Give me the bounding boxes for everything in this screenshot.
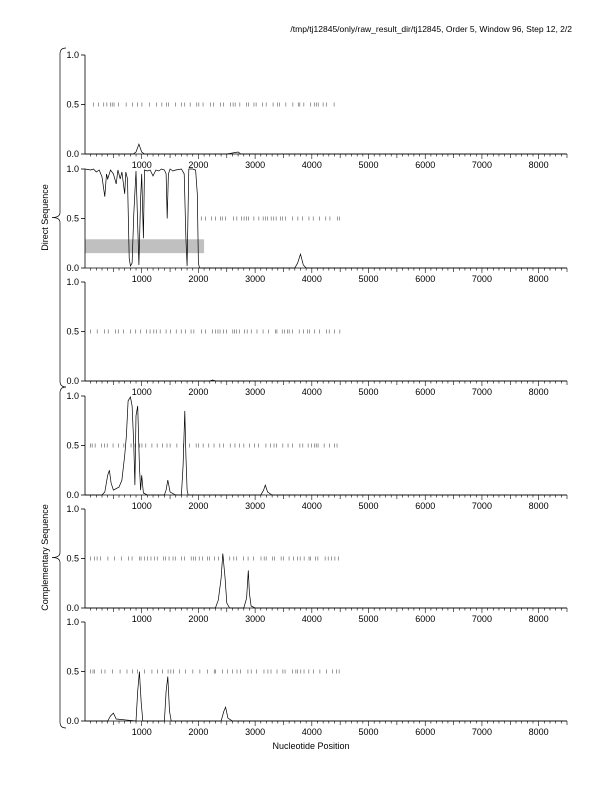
x-tick-label: 5000	[358, 274, 379, 284]
x-tick-label: 3000	[245, 614, 266, 624]
x-tick-label: 2000	[188, 387, 209, 397]
x-tick-label: 8000	[528, 160, 549, 170]
y-tick-label: 0.5	[66, 213, 79, 224]
x-tick-label: 5000	[358, 614, 379, 624]
x-tick-label: 5000	[358, 387, 379, 397]
y-tick-label: 0.5	[66, 326, 79, 337]
y-tick-label: 0.0	[66, 603, 79, 613]
x-tick-label: 7000	[471, 501, 492, 511]
x-tick-label: 7000	[471, 727, 492, 737]
direct-sequence-brace-label: Direct Sequence	[40, 184, 50, 251]
y-tick-label: 0.5	[66, 440, 79, 451]
x-tick-label: 8000	[528, 727, 549, 737]
complementary-sequence-brace-label: Complementary Sequence	[40, 504, 50, 611]
y-tick-label: 0.0	[66, 376, 79, 386]
x-axis-label: Nucleotide Position	[272, 741, 350, 751]
x-tick-label: 2000	[188, 614, 209, 624]
x-tick-label: 2000	[188, 274, 209, 284]
y-tick-label: 1.0	[66, 504, 79, 514]
x-tick-label: 3000	[245, 727, 266, 737]
y-tick-label: 0.5	[66, 553, 79, 564]
direct-sequence-brace	[52, 48, 66, 387]
x-tick-label: 1000	[131, 501, 152, 511]
y-tick-label: 1.0	[66, 617, 79, 627]
x-tick-label: 4000	[301, 501, 322, 511]
series-line	[85, 380, 567, 381]
x-tick-label: 7000	[471, 387, 492, 397]
y-tick-label: 0.0	[66, 149, 79, 159]
x-tick-label: 2000	[188, 727, 209, 737]
x-tick-label: 4000	[301, 274, 322, 284]
x-tick-label: 3000	[245, 274, 266, 284]
series-line	[85, 144, 567, 154]
x-tick-label: 8000	[528, 387, 549, 397]
x-tick-label: 6000	[415, 727, 436, 737]
complementary-sequence-brace	[52, 387, 66, 728]
x-tick-label: 6000	[415, 501, 436, 511]
y-tick-label: 0.0	[66, 490, 79, 500]
series-line	[85, 672, 567, 722]
x-tick-label: 5000	[358, 160, 379, 170]
x-tick-label: 6000	[415, 160, 436, 170]
y-tick-label: 1.0	[66, 277, 79, 287]
x-tick-label: 6000	[415, 274, 436, 284]
series-line	[85, 554, 567, 609]
x-tick-label: 5000	[358, 501, 379, 511]
x-tick-label: 6000	[415, 387, 436, 397]
x-tick-label: 1000	[131, 387, 152, 397]
x-tick-label: 2000	[188, 501, 209, 511]
x-tick-label: 7000	[471, 274, 492, 284]
y-tick-label: 0.5	[66, 666, 79, 677]
x-tick-label: 4000	[301, 614, 322, 624]
y-tick-label: 0.0	[66, 263, 79, 273]
x-tick-label: 7000	[471, 160, 492, 170]
x-tick-label: 3000	[245, 160, 266, 170]
y-tick-label: 0.5	[66, 99, 79, 110]
x-tick-label: 6000	[415, 614, 436, 624]
y-tick-label: 1.0	[66, 50, 79, 60]
x-tick-label: 4000	[301, 387, 322, 397]
y-tick-label: 1.0	[66, 164, 79, 174]
x-tick-label: 4000	[301, 727, 322, 737]
x-tick-label: 1000	[131, 160, 152, 170]
x-tick-label: 1000	[131, 727, 152, 737]
x-tick-label: 2000	[188, 160, 209, 170]
x-tick-label: 1000	[131, 614, 152, 624]
x-tick-label: 8000	[528, 614, 549, 624]
x-tick-label: 8000	[528, 501, 549, 511]
x-tick-label: 1000	[131, 274, 152, 284]
x-tick-label: 4000	[301, 160, 322, 170]
x-tick-label: 8000	[528, 274, 549, 284]
figure-header: /tmp/tj12845/only/raw_result_dir/tj12845, Order 5, Window 96, Step 12, 2/2	[290, 24, 572, 34]
y-tick-label: 0.0	[66, 716, 79, 726]
x-tick-label: 5000	[358, 727, 379, 737]
x-tick-label: 3000	[245, 387, 266, 397]
y-tick-label: 1.0	[66, 391, 79, 401]
x-tick-label: 3000	[245, 501, 266, 511]
x-tick-label: 7000	[471, 614, 492, 624]
